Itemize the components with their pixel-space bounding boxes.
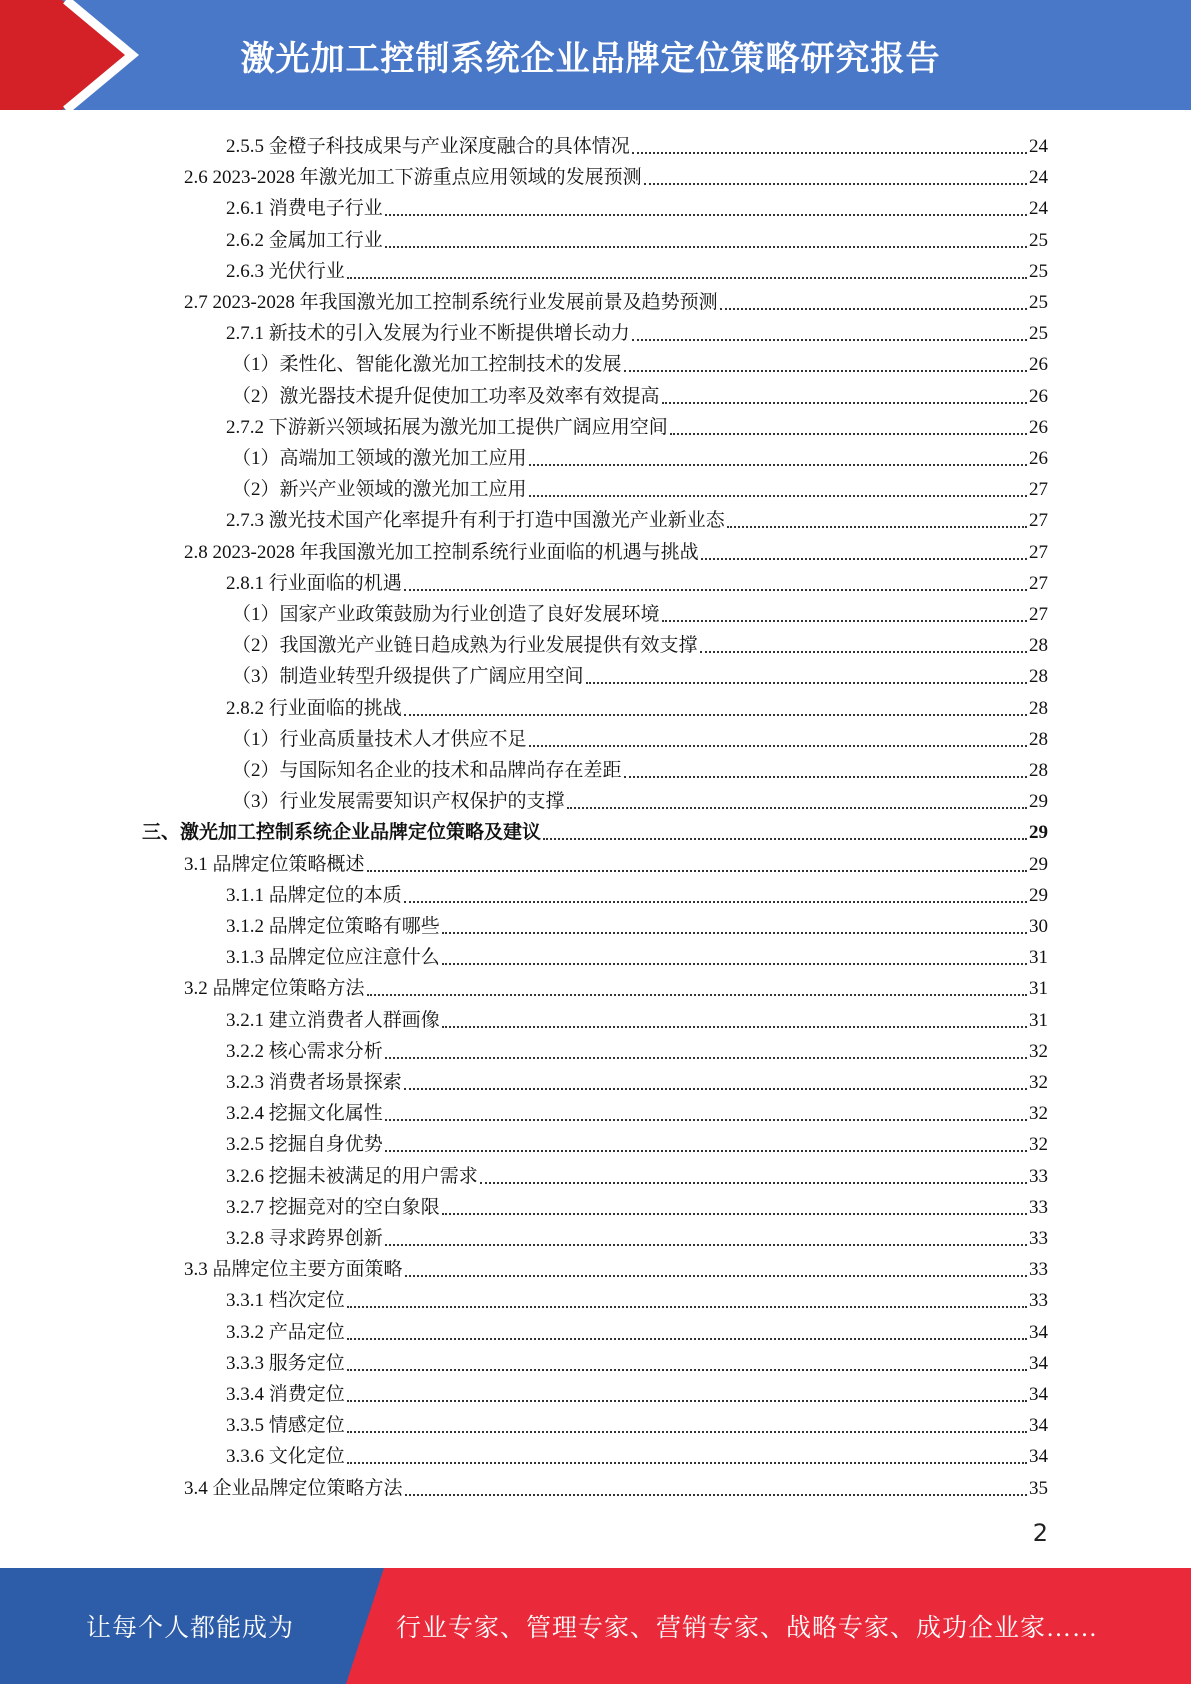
toc-entry-title: 我国激光产业链日趋成熟为行业发展提供有效支撑 <box>279 635 698 657</box>
toc-entry-label <box>232 791 565 813</box>
toc-entry-label <box>226 1446 345 1468</box>
toc-entry-page: 33 <box>1029 1196 1048 1218</box>
toc-dot-leader <box>404 901 1027 903</box>
toc-entry-page: 32 <box>1029 1134 1048 1156</box>
toc-entry-page: 29 <box>1029 791 1048 813</box>
toc-dot-leader <box>727 526 1027 528</box>
toc-entry-number: （2） <box>232 635 280 657</box>
toc-entry-title: 与国际知名企业的技术和品牌尚存在差距 <box>279 760 622 781</box>
toc-entry[interactable] <box>226 1281 1048 1312</box>
toc-entry-page: 33 <box>1029 1290 1048 1312</box>
toc-entry-label <box>226 1041 383 1063</box>
toc-entry[interactable] <box>226 938 1048 969</box>
toc-entry-number: 3.3.3 <box>226 1352 269 1374</box>
toc-entry-page: 28 <box>1029 635 1048 657</box>
toc-entry[interactable] <box>226 1188 1048 1219</box>
toc-entry[interactable] <box>226 127 1048 158</box>
toc-entry-title: 挖掘未被满足的用户需求 <box>268 1165 478 1187</box>
toc-entry-label <box>226 916 440 938</box>
footer-slogan-right: 行业专家、管理专家、营销专家、战略专家、成功企业家…… <box>396 1615 1099 1642</box>
toc-entry-title: 文化定位 <box>268 1446 345 1468</box>
toc-entry-page: 26 <box>1029 416 1048 438</box>
toc-entry-title: 行业发展需要知识产权保护的支撑 <box>279 791 565 813</box>
toc-entry-title: 行业高质量技术人才供应不足 <box>279 728 527 750</box>
toc-entry[interactable] <box>226 189 1048 220</box>
toc-entry-number: （3） <box>232 791 280 813</box>
toc-entry-label <box>232 729 527 751</box>
toc-dot-leader <box>347 1431 1027 1433</box>
toc-entry[interactable] <box>232 751 1048 782</box>
toc-entry[interactable] <box>226 1125 1048 1156</box>
page-number: 2 <box>1032 1519 1048 1547</box>
footer-slogan-left: 让每个人都能成为 <box>85 1615 294 1642</box>
toc-entry-page: 30 <box>1029 916 1048 937</box>
toc-entry-title: 制造业转型升级提供了广阔应用空间 <box>279 666 584 688</box>
toc-entry-title: 国家产业政策鼓励为行业创造了良好发展环境 <box>279 604 660 625</box>
toc-entry-number: （2） <box>232 385 280 407</box>
toc-dot-leader <box>347 1462 1027 1464</box>
toc-dot-leader <box>385 1057 1027 1059</box>
toc-entry[interactable] <box>226 1094 1048 1125</box>
toc-entry-number: 2.8.2 <box>226 697 269 719</box>
toc-entry-label <box>226 1415 345 1437</box>
toc-entry-number: 2.7.1 <box>226 323 269 345</box>
toc-entry-page: 24 <box>1029 167 1048 189</box>
toc-entry-label <box>232 479 527 501</box>
footer-banner <box>0 1568 1191 1684</box>
toc-entry[interactable] <box>184 158 1048 189</box>
toc-entry[interactable] <box>184 969 1048 1000</box>
toc-entry-label <box>226 1353 345 1375</box>
toc-entry-number: 3.3.2 <box>226 1321 269 1343</box>
toc-entry[interactable] <box>232 657 1048 688</box>
toc-entry-title: 消费者场景探索 <box>268 1072 402 1093</box>
toc-entry-title: 品牌定位策略有哪些 <box>268 916 440 937</box>
toc-entry-title: 建立消费者人群画像 <box>268 1009 440 1031</box>
toc-entry-label <box>226 198 383 220</box>
toc-entry[interactable] <box>226 907 1048 938</box>
toc-entry-number: 2.7 <box>184 292 213 313</box>
toc-entry-label <box>226 1322 345 1344</box>
toc-entry[interactable] <box>226 1375 1048 1406</box>
toc-entry-title: 光伏行业 <box>268 260 345 282</box>
toc-entry[interactable] <box>232 439 1048 470</box>
toc-entry-label <box>226 136 630 158</box>
toc-entry-title: 消费定位 <box>268 1384 345 1405</box>
toc-entry[interactable] <box>226 876 1048 907</box>
toc-entry[interactable] <box>232 626 1048 657</box>
toc-entry[interactable] <box>226 1001 1048 1032</box>
toc-entry[interactable] <box>226 1157 1048 1188</box>
toc-entry-page: 34 <box>1029 1415 1048 1437</box>
toc-entry-number: 3.2.7 <box>226 1196 269 1218</box>
toc-entry[interactable] <box>226 1063 1048 1094</box>
toc-entry-page: 34 <box>1029 1384 1048 1405</box>
toc-entry-page: 34 <box>1029 1446 1048 1468</box>
toc-dot-leader <box>405 1494 1027 1496</box>
toc-entry-number: 3.1 <box>184 853 213 875</box>
toc-entry-page: 31 <box>1029 978 1048 1000</box>
toc-entry-title: 新兴产业领域的激光加工应用 <box>279 479 527 501</box>
toc-entry-title: 产品定位 <box>268 1321 345 1343</box>
toc-dot-leader <box>670 433 1027 435</box>
toc-entry-number: （1） <box>232 354 280 376</box>
toc-entry-number: 2.5.5 <box>226 136 269 157</box>
toc-dot-leader <box>405 1275 1027 1277</box>
toc-entry-page: 25 <box>1029 229 1048 251</box>
toc-dot-leader <box>701 558 1027 560</box>
toc-dot-leader <box>442 932 1027 934</box>
toc-entry-page: 33 <box>1029 1259 1048 1281</box>
toc-entry-title: 消费电子行业 <box>268 198 383 220</box>
toc-entry-label <box>226 1228 383 1250</box>
toc-entry[interactable] <box>232 345 1048 376</box>
toc-entry-label <box>226 1072 402 1094</box>
toc-entry[interactable] <box>232 377 1048 408</box>
toc-dot-leader <box>347 1369 1027 1371</box>
toc-entry-title: 柔性化、智能化激光加工控制技术的发展 <box>279 354 622 376</box>
toc-entry-page: 29 <box>1029 853 1048 875</box>
toc-dot-leader <box>385 1244 1027 1246</box>
toc-entry-label <box>184 292 718 314</box>
toc-entry[interactable] <box>226 252 1048 283</box>
toc-entry[interactable] <box>184 1250 1048 1281</box>
toc-entry-page: 24 <box>1029 136 1048 157</box>
toc-entry[interactable] <box>232 595 1048 626</box>
toc-entry-title: 高端加工领域的激光加工应用 <box>279 448 527 469</box>
toc-entry-page: 33 <box>1029 1228 1048 1249</box>
toc-entry-number: 3.1.1 <box>226 884 269 906</box>
toc-entry-title: 品牌定位策略方法 <box>212 978 365 1000</box>
toc-dot-leader <box>586 682 1027 684</box>
toc-entry-label <box>232 635 698 657</box>
toc-entry-page: 31 <box>1029 947 1048 969</box>
toc-entry-label <box>184 1478 403 1500</box>
toc-dot-leader <box>624 776 1027 778</box>
toc-dot-leader <box>347 1400 1027 1402</box>
toc-entry-number: （1） <box>232 448 280 469</box>
toc-entry-label <box>226 573 402 595</box>
toc-entry-title: 品牌定位的本质 <box>268 884 402 906</box>
toc-entry[interactable] <box>226 564 1048 595</box>
toc-entry[interactable] <box>226 1437 1048 1468</box>
toc-entry-page: 29 <box>1029 884 1048 906</box>
toc-entry[interactable] <box>226 501 1048 532</box>
toc-entry-number: 2.6.3 <box>226 260 269 282</box>
toc-entry-number: 3.2.6 <box>226 1165 269 1187</box>
toc-dot-leader <box>347 1306 1027 1308</box>
toc-entry-page: 25 <box>1029 292 1048 313</box>
toc-entry-number: （2） <box>232 479 280 501</box>
toc-entry-page: 32 <box>1029 1103 1048 1125</box>
toc-entry-number: 3.3.1 <box>226 1290 269 1312</box>
toc-entry-label <box>232 448 527 470</box>
toc-entry[interactable] <box>226 1406 1048 1437</box>
toc-entry-page: 32 <box>1029 1040 1048 1062</box>
toc-entry-page: 35 <box>1029 1477 1048 1499</box>
toc-entry-page: 27 <box>1029 541 1048 563</box>
toc-entry-number: 3.3.6 <box>226 1446 269 1468</box>
toc-entry[interactable] <box>232 470 1048 501</box>
toc-entry-number: 3.2.5 <box>226 1134 269 1156</box>
toc-dot-leader <box>632 152 1027 154</box>
toc-entry[interactable] <box>226 314 1048 345</box>
toc-entry-label <box>226 885 402 907</box>
toc-entry-label <box>226 417 668 439</box>
toc-entry-title: 激光器技术提升促使加工功率及效率有效提高 <box>279 385 660 407</box>
report-title: 激光加工控制系统企业品牌定位策略研究报告 <box>240 38 941 79</box>
toc-entry-number: （1） <box>232 604 280 625</box>
toc-entry-label <box>226 1384 345 1406</box>
toc-entry-number: 3.3.4 <box>226 1384 269 1405</box>
toc-entry-title: 挖掘文化属性 <box>268 1103 383 1125</box>
toc-entry[interactable] <box>232 720 1048 751</box>
toc-entry-label <box>184 978 365 1000</box>
toc-entry-title: 2023-2028 年激光加工下游重点应用领域的发展预测 <box>212 167 642 189</box>
toc-entry-label <box>232 386 660 408</box>
toc-entry-number: 3.2.1 <box>226 1009 269 1031</box>
toc-entry-number: 3.3.5 <box>226 1415 269 1437</box>
toc-entry-page: 27 <box>1029 604 1048 625</box>
toc-dot-leader <box>624 370 1027 372</box>
toc-entry-label <box>184 1259 403 1281</box>
toc-entry-title: 金橙子科技成果与产业深度融合的具体情况 <box>268 136 630 157</box>
toc-entry-page: 27 <box>1029 479 1048 501</box>
toc-entry-label <box>226 947 440 969</box>
toc-entry[interactable] <box>184 533 1048 564</box>
toc-entry-title: 新技术的引入发展为行业不断提供增长动力 <box>268 323 630 345</box>
toc-entry-page: 28 <box>1029 666 1048 688</box>
toc-entry-title: 行业面临的机遇 <box>268 572 402 594</box>
toc-entry-number: 2.7.2 <box>226 416 269 438</box>
toc-dot-leader <box>480 1182 1027 1184</box>
toc-entry-label <box>226 261 345 283</box>
toc-entry-label <box>232 760 622 782</box>
toc-dot-leader <box>385 246 1027 248</box>
toc-entry-number: 3.2 <box>184 978 213 1000</box>
toc-entry-page: 27 <box>1029 510 1048 532</box>
toc-entry[interactable] <box>184 1469 1048 1500</box>
toc-entry-page: 33 <box>1029 1165 1048 1187</box>
toc-dot-leader <box>662 402 1027 404</box>
toc-entry[interactable] <box>142 813 1048 844</box>
toc-entry-title: 情感定位 <box>268 1415 345 1437</box>
toc-dot-leader <box>347 1338 1027 1340</box>
toc-dot-leader <box>385 1119 1027 1121</box>
toc-dot-leader <box>543 838 1027 840</box>
toc-entry-label <box>184 542 699 564</box>
toc-entry-page: 34 <box>1029 1352 1048 1374</box>
toc-entry-title: 品牌定位主要方面策略 <box>212 1259 403 1281</box>
toc-entry-page: 24 <box>1029 198 1048 220</box>
toc-entry-title: 档次定位 <box>268 1290 345 1312</box>
toc-dot-leader <box>367 870 1027 872</box>
toc-entry-page: 31 <box>1029 1009 1048 1031</box>
toc-entry-number: 2.6.1 <box>226 198 269 220</box>
toc-entry-title: 寻求跨界创新 <box>268 1228 383 1249</box>
toc-entry-title: 挖掘自身优势 <box>268 1134 383 1156</box>
toc-entry-page: 27 <box>1029 572 1048 594</box>
toc-dot-leader <box>442 1213 1027 1215</box>
toc-entry[interactable] <box>226 221 1048 252</box>
toc-entry[interactable] <box>184 845 1048 876</box>
toc-entry-number: 3.2.4 <box>226 1103 269 1125</box>
toc-entry-title: 企业品牌定位策略方法 <box>212 1477 403 1499</box>
toc-entry-label <box>232 604 660 626</box>
toc-entry-page: 25 <box>1029 260 1048 282</box>
toc-entry-title: 品牌定位策略概述 <box>212 853 365 875</box>
toc-entry-page: 32 <box>1029 1072 1048 1093</box>
toc-dot-leader <box>442 1026 1027 1028</box>
toc-entry[interactable] <box>226 408 1048 439</box>
toc-entry[interactable] <box>232 782 1048 813</box>
toc-dot-leader <box>404 714 1027 716</box>
toc-entry-page: 28 <box>1029 760 1048 781</box>
toc-entry-number: 3.2.3 <box>226 1072 269 1093</box>
toc-entry-page: 26 <box>1029 448 1048 469</box>
toc-entry-label <box>226 1134 383 1156</box>
toc-entry-label <box>226 230 383 252</box>
toc-entry-number: 2.8 <box>184 541 213 563</box>
header-banner <box>0 0 1191 110</box>
toc-dot-leader <box>632 339 1027 341</box>
toc-entry-title: 下游新兴领域拓展为激光加工提供广阔应用空间 <box>268 416 668 438</box>
toc-entry[interactable] <box>226 689 1048 720</box>
toc-entry-title: 核心需求分析 <box>268 1040 383 1062</box>
toc-entry-title: 2023-2028 年我国激光加工控制系统行业发展前景及趋势预测 <box>212 292 718 313</box>
toc-dot-leader <box>662 620 1027 622</box>
toc-entry-number: 3.4 <box>184 1477 213 1499</box>
toc-entry-number: 2.8.1 <box>226 572 269 594</box>
toc-entry-number: 2.7.3 <box>226 510 269 532</box>
toc-entry-title: 品牌定位应注意什么 <box>268 947 440 969</box>
toc-dot-leader <box>385 1150 1027 1152</box>
toc-entry-number: 2.6 <box>184 167 213 189</box>
toc-entry-label <box>232 354 622 376</box>
toc-entry-title: 2023-2028 年我国激光加工控制系统行业面临的机遇与挑战 <box>212 541 699 563</box>
toc-entry[interactable] <box>226 1032 1048 1063</box>
toc-entry-page: 26 <box>1029 385 1048 407</box>
toc-entry-page: 26 <box>1029 354 1048 376</box>
toc-entry-title: 金属加工行业 <box>268 229 383 251</box>
toc-dot-leader <box>442 963 1027 965</box>
toc-dot-leader <box>644 183 1027 185</box>
toc-entry-label <box>226 1166 478 1188</box>
toc-entry[interactable] <box>226 1344 1048 1375</box>
toc-entry[interactable] <box>226 1313 1048 1344</box>
toc-entry-label <box>232 666 584 688</box>
toc-entry-label <box>226 1010 440 1032</box>
toc-entry-number: 3.1.2 <box>226 916 269 937</box>
toc-entry-number: （3） <box>232 666 280 688</box>
toc-dot-leader <box>347 277 1027 279</box>
toc-entry-label <box>226 1197 440 1219</box>
toc-entry-title: 服务定位 <box>268 1352 345 1374</box>
toc-entry-label <box>226 323 630 345</box>
toc-entry-number: 3.2.8 <box>226 1228 269 1249</box>
toc-entry-label <box>226 1103 383 1125</box>
toc-entry-label <box>184 167 642 189</box>
toc-entry-number: 三、 <box>142 822 181 844</box>
toc-dot-leader <box>367 994 1027 996</box>
toc-entry-label <box>226 510 725 532</box>
toc-dot-leader <box>567 807 1027 809</box>
toc-entry-page: 25 <box>1029 323 1048 345</box>
toc-dot-leader <box>700 651 1027 653</box>
toc-entry-page: 28 <box>1029 728 1048 750</box>
toc-dot-leader <box>529 495 1027 497</box>
toc-dot-leader <box>404 1088 1027 1090</box>
toc-entry-title: 激光加工控制系统企业品牌定位策略及建议 <box>180 822 542 844</box>
toc-entry-number: 3.2.2 <box>226 1040 269 1062</box>
toc-dot-leader <box>529 745 1027 747</box>
toc-dot-leader <box>385 214 1027 216</box>
toc-entry-page: 29 <box>1029 822 1048 844</box>
toc-entry[interactable] <box>226 1219 1048 1250</box>
toc-entry-number: 3.3 <box>184 1259 213 1281</box>
toc-entry-page: 28 <box>1029 697 1048 719</box>
toc-entry-number: （2） <box>232 760 280 781</box>
toc-dot-leader <box>529 464 1027 466</box>
toc-entry-number: （1） <box>232 728 280 750</box>
toc-entry-label <box>142 822 541 844</box>
toc-dot-leader <box>720 308 1027 310</box>
toc-entry-title: 激光技术国产化率提升有利于打造中国激光产业新业态 <box>268 510 725 532</box>
toc-dot-leader <box>404 589 1027 591</box>
toc-entry-label <box>226 1290 345 1312</box>
toc-entry-page: 34 <box>1029 1321 1048 1343</box>
toc-entry-label <box>184 854 365 876</box>
toc-entry-title: 行业面临的挑战 <box>268 697 402 719</box>
toc-entry-title: 挖掘竞对的空白象限 <box>268 1196 440 1218</box>
header-arrow-decoration <box>0 0 160 110</box>
toc-entry-label <box>226 698 402 720</box>
toc-entry-number: 3.1.3 <box>226 947 269 969</box>
toc-entry[interactable] <box>184 283 1048 314</box>
toc-entry-number: 2.6.2 <box>226 229 269 251</box>
